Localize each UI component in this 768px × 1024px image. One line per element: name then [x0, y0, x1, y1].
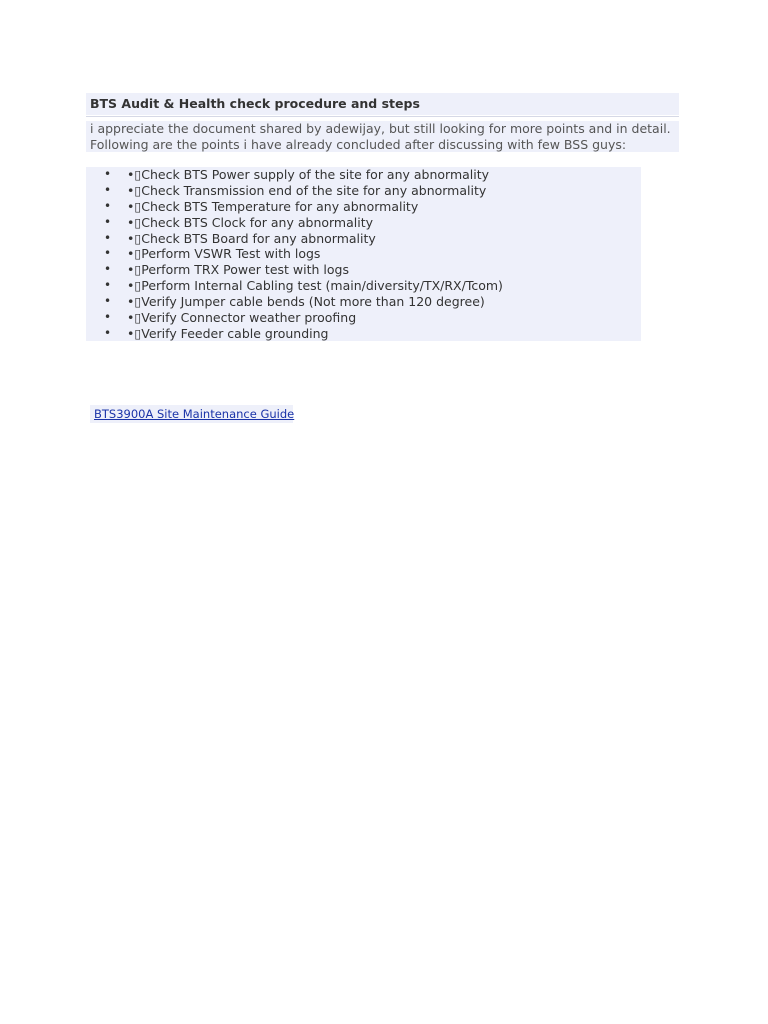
list-item-text: •▯Check BTS Board for any abnormality — [127, 230, 376, 246]
list-item-text: •▯Perform VSWR Test with logs — [127, 246, 321, 262]
list-item-text: •▯Check BTS Clock for any abnormality — [127, 214, 374, 230]
list-item — [86, 246, 641, 262]
bullet-icon: • — [104, 214, 112, 229]
bullet-icon: • — [104, 198, 112, 213]
post-title: BTS Audit & Health check procedure and steps — [86, 93, 679, 115]
list-item — [86, 231, 641, 247]
bullet-icon: • — [104, 294, 112, 309]
bullet-icon: • — [104, 325, 112, 340]
list-item — [86, 294, 641, 310]
list-item-text: •▯Check BTS Temperature for any abnormality — [127, 198, 419, 214]
list-item — [86, 310, 641, 326]
list-item — [86, 278, 641, 294]
intro-text — [86, 121, 679, 152]
list-item — [86, 199, 641, 215]
list-item-text: •▯Perform TRX Power test with logs — [127, 262, 349, 278]
list-item-text: •▯Verify Connector weather proofing — [127, 310, 357, 326]
list-item — [86, 262, 641, 278]
list-item-text: •▯Check Transmission end of the site for any abnormality — [127, 182, 487, 198]
intro-line-1: i appreciate the document shared by adewijay, but still looking for more points and in detail. — [90, 121, 671, 136]
list-item-text: •▯Perform Internal Cabling test (main/diversity/TX/RX/Tcom) — [127, 278, 503, 294]
checklist-items — [86, 167, 641, 342]
checklist — [86, 167, 641, 341]
intro-line-2: Following are the points i have already concluded after discussing with few BSS guys: — [90, 136, 627, 152]
list-item — [86, 183, 641, 199]
bullet-icon: • — [104, 230, 112, 245]
guide-link-box — [90, 405, 293, 423]
list-item — [86, 167, 641, 183]
list-item-text: •▯Verify Jumper cable bends (Not more than 120 degree) — [127, 294, 485, 310]
list-item — [86, 215, 641, 231]
list-item-text: •▯Check BTS Power supply of the site for any abnormality — [127, 167, 490, 182]
maintenance-guide-link[interactable]: BTS3900A Site Maintenance Guide — [94, 407, 295, 421]
title-divider — [86, 116, 679, 117]
list-item-text: •▯Verify Feeder cable grounding — [127, 325, 329, 341]
bullet-icon: • — [104, 246, 112, 261]
bullet-icon: • — [104, 278, 112, 293]
bullet-icon: • — [104, 167, 112, 181]
bullet-icon: • — [104, 262, 112, 277]
bullet-icon: • — [104, 182, 112, 197]
bullet-icon: • — [104, 310, 112, 325]
list-item — [86, 326, 641, 342]
